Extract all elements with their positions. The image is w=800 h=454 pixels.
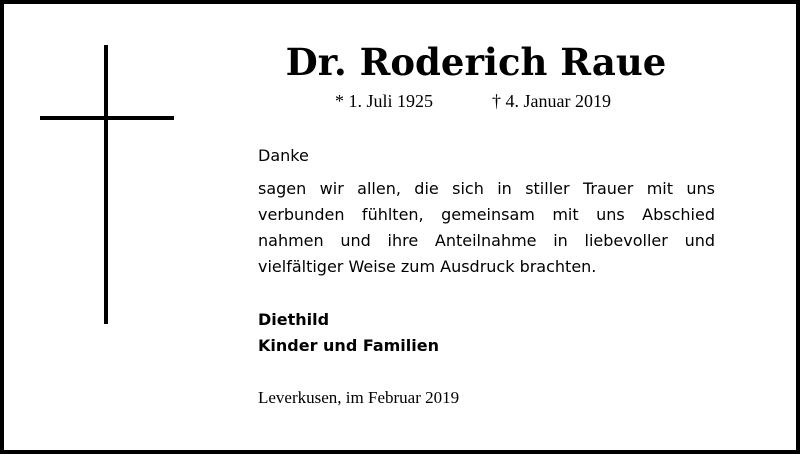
cross-vertical-bar <box>104 45 108 324</box>
signature <box>258 307 439 359</box>
greeting: Danke <box>258 146 309 165</box>
place-and-date: Leverkusen, im Februar 2019 <box>258 388 460 407</box>
signature-line-2: Kinder und Familien <box>258 336 439 355</box>
birth-date: * 1. Juli 1925 <box>335 91 434 111</box>
death-date: † 4. Januar 2019 <box>492 91 611 111</box>
signature-line-1: Diethild <box>258 310 330 329</box>
deceased-name: Dr. Roderich Raue <box>285 40 667 84</box>
cross-horizontal-bar <box>40 116 174 120</box>
thanks-text: sagen wir allen, die sich in stiller Trauer mit uns verbunden fühlten, gemeinsam mit uns Abschied nahmen und ihre Anteilnahme in liebevoller und vielfältiger Weise zum Ausdruck brachten. <box>258 179 715 276</box>
